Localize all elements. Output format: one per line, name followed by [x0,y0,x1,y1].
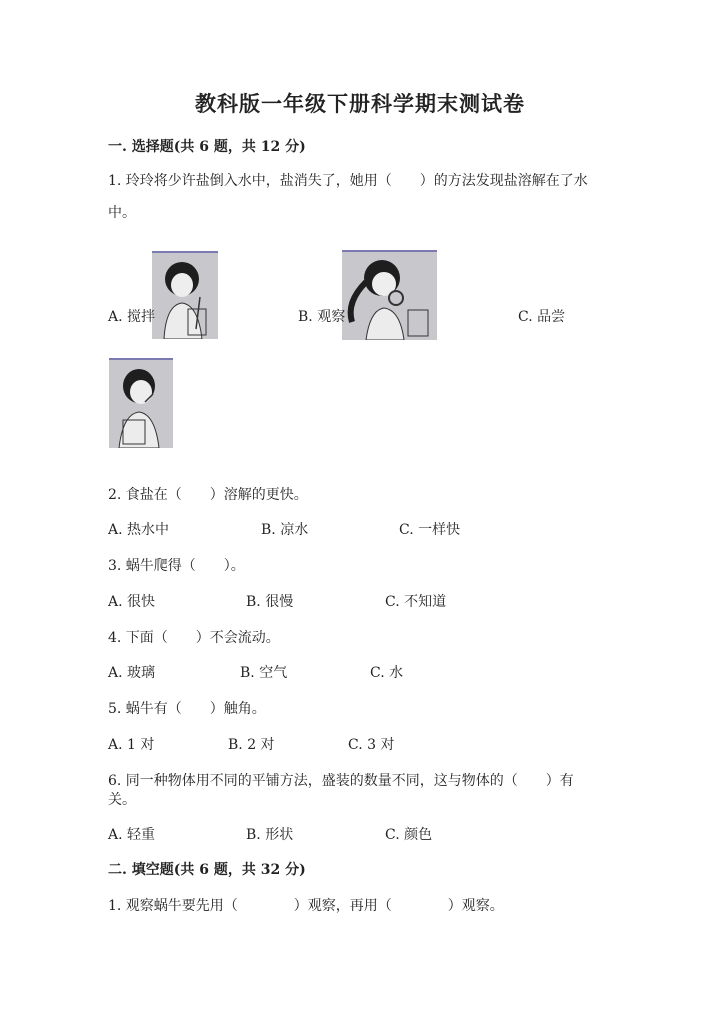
tasting-girl-illustration [109,358,173,448]
q1-option-b[interactable]: B. 观察 [298,309,346,325]
q4-option-c[interactable]: C. 水 [370,665,404,681]
q2-option-b[interactable]: B. 凉水 [261,522,309,538]
magnifier-girl-icon [342,252,437,340]
question-1-line1: 1. 玲玲将少许盐倒入水中，盐消失了，她用（ ）的方法发现盐溶解在了水 [108,173,588,189]
q3-option-c[interactable]: C. 不知道 [385,594,447,610]
question-3: 3. 蜗牛爬得（ ）。 [108,558,245,574]
q6-option-b[interactable]: B. 形状 [246,827,294,843]
section-heading-choice: 一. 选择题(共 6 题，共 12 分) [108,139,306,155]
observing-girl-illustration [342,250,437,340]
q1-option-a[interactable]: A. 搅拌 [108,309,156,325]
section-heading-fill-in: 二. 填空题(共 6 题，共 32 分) [108,862,306,878]
q4-option-a[interactable]: A. 玻璃 [108,665,156,681]
q6-option-c[interactable]: C. 颜色 [385,827,433,843]
q4-option-b[interactable]: B. 空气 [240,665,288,681]
question-1-line2: 中。 [108,205,136,221]
q5-option-b[interactable]: B. 2 对 [228,737,275,753]
q2-option-c[interactable]: C. 一样快 [399,522,461,538]
q2-option-a[interactable]: A. 热水中 [108,522,170,538]
page-title: 教科版一年级下册科学期末测试卷 [195,91,525,116]
q6-option-a[interactable]: A. 轻重 [108,827,156,843]
fill-question-1: 1. 观察蜗牛要先用（ ）观察，再用（ ）观察。 [108,898,504,914]
q5-option-a[interactable]: A. 1 对 [108,737,155,753]
question-6-line2: 关。 [108,792,136,808]
stirring-girl-illustration [152,251,218,339]
q5-option-c[interactable]: C. 3 对 [348,737,395,753]
question-5: 5. 蜗牛有（ ）触角。 [108,701,266,717]
stirring-girl-icon [152,253,218,339]
tasting-girl-icon [109,360,173,448]
q3-option-b[interactable]: B. 很慢 [246,594,294,610]
q3-option-a[interactable]: A. 很快 [108,594,156,610]
q1-option-c[interactable]: C. 品尝 [518,309,566,325]
question-2: 2. 食盐在（ ）溶解的更快。 [108,487,308,503]
question-4: 4. 下面（ ）不会流动。 [108,630,280,646]
question-6-line1: 6. 同一种物体用不同的平铺方法，盛装的数量不同，这与物体的（ ）有 [108,773,574,789]
